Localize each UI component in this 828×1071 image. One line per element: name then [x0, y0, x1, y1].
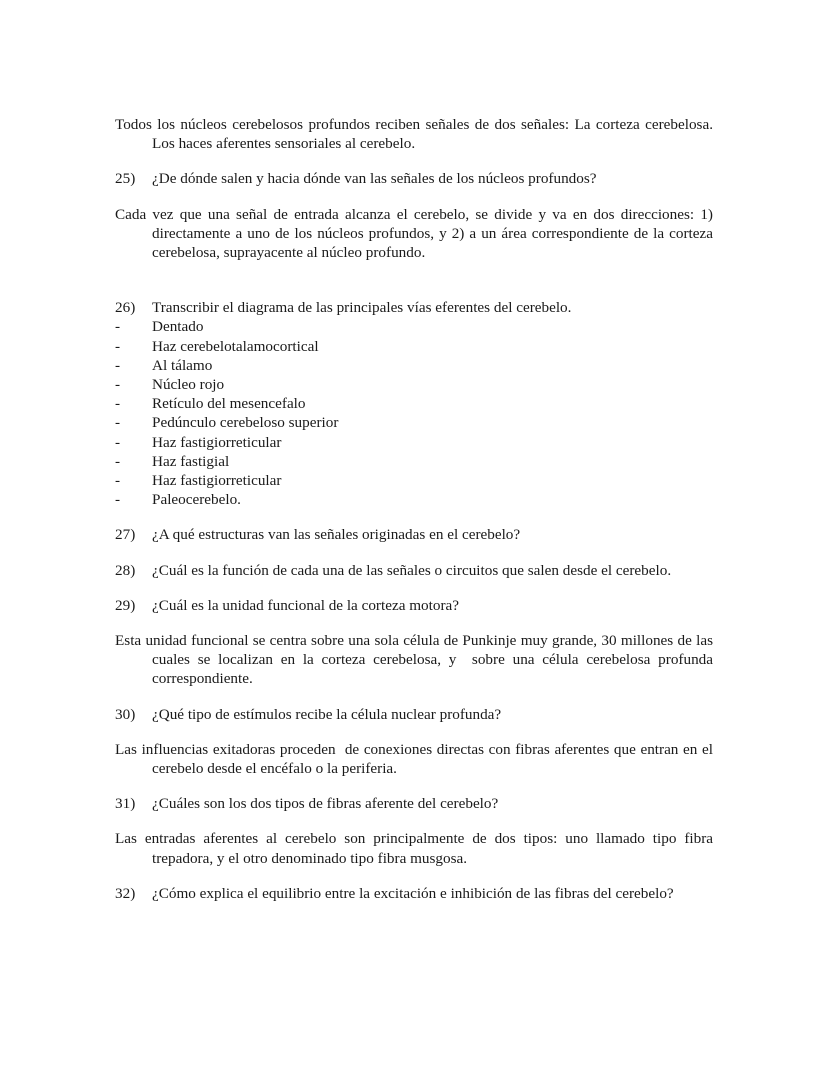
- question-item-28: [115, 561, 713, 580]
- bullet-marker-icon: -: [115, 395, 121, 413]
- question-item-30: [115, 705, 713, 724]
- question-item-25: [115, 169, 713, 188]
- paragraph-signal-split: Cada vez que una señal de entrada alcanza el cerebelo, se divide y va en dos direcciones: 1) directamente a uno de los núcleos profundos, y 2) a un área correspondiente de la corteza cerebelosa, suprayacente al núcleo profundo.: [115, 205, 717, 262]
- list-item: [115, 317, 713, 336]
- paragraph-intro-deep-nuclei: Todos los núcleos cerebelosos profundos reciben señales de dos señales: La corteza cerebelosa. Los haces aferentes sensoriales al cerebelo.: [115, 116, 717, 153]
- question-item-31: [115, 794, 713, 813]
- list-item: [115, 452, 713, 471]
- bullet-marker-icon: -: [115, 318, 121, 336]
- question-number-28: 28): [115, 561, 136, 579]
- question-text-28: ¿Cuál es la función de cada una de las señales o circuitos que salen desde el cerebelo.: [152, 561, 672, 579]
- question-number-29: 29): [115, 596, 136, 614]
- paragraph-functional-unit: Esta unidad funcional se centra sobre una sola célula de Punkinje muy grande, 30 millones de las cuales se localizan en la corteza cerebelosa, y sobre una célula cerebelosa profunda correspondiente.: [115, 632, 717, 688]
- question-number-26: 26): [115, 299, 136, 317]
- question-text-25: ¿De dónde salen y hacia dónde van las señales de los núcleos profundos?: [152, 170, 597, 188]
- list-item: [115, 471, 713, 490]
- question-item-32: [115, 884, 713, 903]
- efferent-pathways-list: [115, 317, 713, 509]
- list-item-label: Haz fastigiorreticular: [152, 433, 282, 451]
- list-item-label: Paleocerebelo.: [152, 491, 241, 509]
- bullet-marker-icon: -: [115, 414, 121, 432]
- bullet-marker-icon: -: [115, 356, 121, 374]
- bullet-marker-icon: -: [115, 452, 121, 470]
- paragraph-excitatory-influences: Las influencias exitadoras proceden de conexiones directas con fibras aferentes que entran en el cerebelo desde el encéfalo o la periferia.: [115, 740, 717, 778]
- question-number-32: 32): [115, 884, 136, 902]
- question-text-27: ¿A qué estructuras van las señales originadas en el cerebelo?: [152, 526, 521, 544]
- list-item-label: Haz cerebelotalamocortical: [152, 337, 319, 355]
- list-item: [115, 413, 713, 432]
- list-item: [115, 490, 713, 509]
- bullet-marker-icon: -: [115, 433, 121, 451]
- list-item-label: Haz fastigiorreticular: [152, 472, 282, 490]
- list-item-label: Núcleo rojo: [152, 376, 225, 394]
- question-number-27: 27): [115, 526, 136, 544]
- bullet-marker-icon: -: [115, 491, 121, 509]
- list-item-label: Haz fastigial: [152, 452, 230, 470]
- list-item: [115, 394, 713, 413]
- list-item: [115, 433, 713, 452]
- list-item-label: Retículo del mesencefalo: [152, 395, 306, 413]
- list-item: [115, 337, 713, 356]
- question-text-31: ¿Cuáles son los dos tipos de fibras aferente del cerebelo?: [152, 795, 499, 813]
- bullet-marker-icon: -: [115, 376, 121, 394]
- bullet-marker-icon: -: [115, 337, 121, 355]
- question-text-30: ¿Qué tipo de estímulos recibe la célula nuclear profunda?: [152, 705, 502, 723]
- list-item: [115, 375, 713, 394]
- question-text-26: Transcribir el diagrama de las principales vías eferentes del cerebelo.: [152, 299, 572, 317]
- list-item-label: Al tálamo: [152, 356, 213, 374]
- question-item-29: [115, 596, 713, 615]
- question-item-26: [115, 298, 713, 317]
- list-item-label: Pedúnculo cerebeloso superior: [152, 414, 339, 432]
- question-text-32: ¿Cómo explica el equilibrio entre la excitación e inhibición de las fibras del cerebelo?: [152, 884, 674, 902]
- list-item-label: Dentado: [152, 318, 204, 336]
- document-body: [115, 115, 717, 903]
- question-text-29: ¿Cuál es la unidad funcional de la corteza motora?: [152, 596, 459, 614]
- question-number-25: 25): [115, 170, 136, 188]
- question-number-30: 30): [115, 705, 136, 723]
- question-number-31: 31): [115, 795, 136, 813]
- paragraph-afferent-fiber-types: Las entradas aferentes al cerebelo son principalmente de dos tipos: uno llamado tipo fibra trepadora, y el otro denominado tipo fibra musgosa.: [115, 830, 717, 867]
- bullet-marker-icon: -: [115, 472, 121, 490]
- list-item: [115, 356, 713, 375]
- question-item-27: [115, 525, 713, 544]
